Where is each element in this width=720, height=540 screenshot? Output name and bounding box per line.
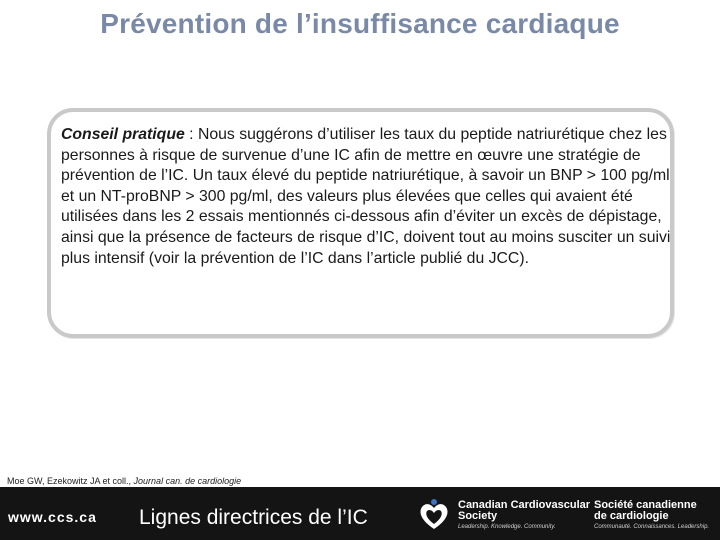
org-name-french [594, 500, 709, 530]
org-en-tagline: Leadership. Knowledge. Community. [458, 524, 556, 530]
callout-body: Nous suggérons d’utiliser les taux du peptide natriurétique chez les personnes à risque de survenue d’une IC afin de mettre en œuvre une stratégie de prévention de l’IC. Un taux élevé du peptide natriurétique, à savoir un BNP > 100 pg/ml et un NT-proBNP > 300 pg/ml, des valeurs plus élevées que celles qui avaient été utilisées dans les 2 essais mentionnés ci-dessous afin d’éviter un excès de dépistage, ainsi que la présence de facteurs de risque d’IC, doivent tout au moins susciter un suivi plus intensif (voir la prévention de l’IC dans l’article publié du JCC). [61, 126, 671, 267]
org-name-english [458, 500, 590, 530]
callout-separator: : [184, 126, 198, 143]
org-fr-line2: de cardiologie [594, 510, 669, 522]
logo-accent-dot [431, 499, 437, 505]
org-en-line1: Canadian Cardiovascular [458, 499, 591, 511]
callout-text [61, 125, 676, 269]
org-en-line2: Society [458, 510, 498, 522]
reference-journal: Journal can. de cardiologie [133, 476, 242, 486]
reference-citation [7, 476, 241, 486]
org-fr-line1: Société canadienne [594, 499, 697, 511]
footer-guidelines-title: Lignes directrices de l’IC [139, 506, 368, 529]
org-fr-tagline: Communauté. Connaissances. Leadership. [594, 524, 710, 530]
footer-url-link[interactable]: www.ccs.ca [8, 509, 97, 525]
ccs-logo-icon [416, 497, 452, 533]
reference-authors: Moe GW, Ezekowitz JA et coll., [7, 476, 134, 486]
callout-label: Conseil pratique [61, 126, 185, 143]
slide-title: Prévention de l’insuffisance cardiaque [100, 8, 620, 39]
